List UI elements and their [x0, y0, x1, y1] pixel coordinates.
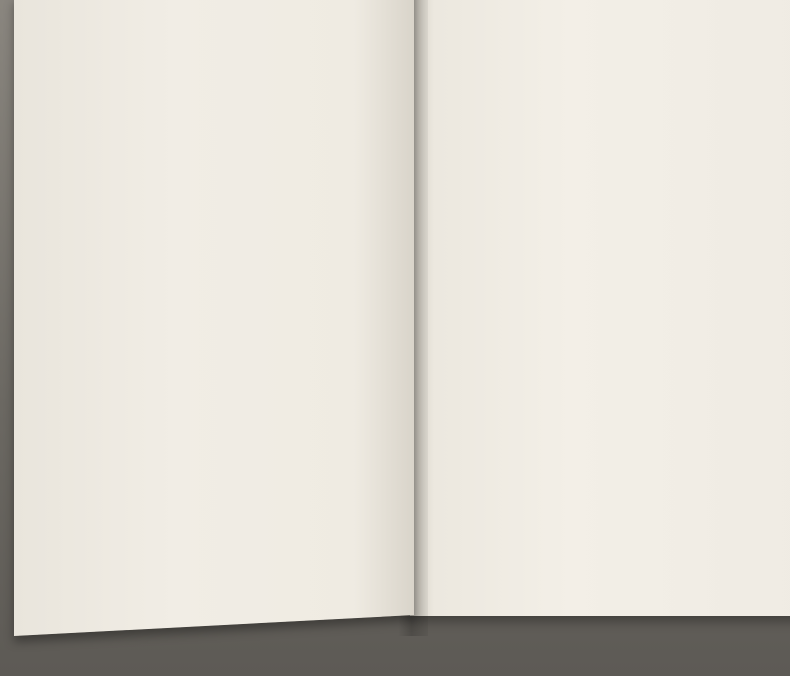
- left-page: [14, 0, 414, 636]
- right-page: [410, 0, 790, 616]
- chapter-v: [44, 437, 380, 455]
- chapter-iii: [44, 35, 380, 53]
- chapter-iv: [44, 223, 380, 241]
